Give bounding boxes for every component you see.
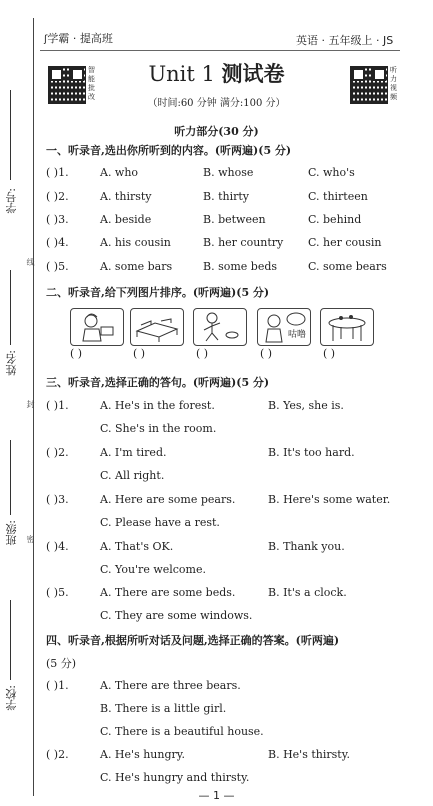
option-c: C. They are some windows. <box>100 609 253 622</box>
option-b: B. He's thirsty. <box>268 748 350 761</box>
option-a: A. He's in the forest. <box>100 399 215 412</box>
option-b: B. between <box>203 213 266 226</box>
brand-text: 学霸 · 提高班 <box>47 32 113 45</box>
picture-order-blank[interactable]: ( ) <box>323 347 336 360</box>
option-c: C. some bears <box>308 260 387 273</box>
class-label: 班级: <box>5 520 18 546</box>
picture-hungry-girl <box>257 308 311 346</box>
answer-blank[interactable]: ( )1. <box>46 166 69 179</box>
title-test: 测试卷 <box>221 61 285 86</box>
listening-heading: 听力部分(30 分) <box>174 125 259 138</box>
option-c: C. He's hungry and thirsty. <box>100 771 250 784</box>
picture-order-blank[interactable]: ( ) <box>70 347 83 360</box>
option-c: C. She's in the room. <box>100 422 217 435</box>
page-title <box>0 58 433 88</box>
option-c: C. her cousin <box>308 236 382 249</box>
answer-blank[interactable]: ( )4. <box>46 540 69 553</box>
option-b: B. Thank you. <box>268 540 345 553</box>
section-3-title: 三、听录音,选择正确的答句。(听两遍)(5 分) <box>46 376 270 389</box>
school-blank-line <box>10 600 11 680</box>
option-c: C. behind <box>308 213 362 226</box>
option-c: C. All right. <box>100 469 165 482</box>
name-blank-line <box>10 270 11 345</box>
answer-blank[interactable]: ( )3. <box>46 493 69 506</box>
picture-boy-running <box>193 308 247 346</box>
class-blank-line <box>10 440 11 515</box>
answer-blank[interactable]: ( )3. <box>46 213 69 226</box>
name-label: 姓名: <box>5 350 18 376</box>
answer-blank[interactable]: ( )5. <box>46 260 69 273</box>
option-b: B. her country <box>203 236 284 249</box>
option-a: A. He's hungry. <box>100 748 186 761</box>
option-b: B. It's too hard. <box>268 446 355 459</box>
answer-blank[interactable]: ( )2. <box>46 190 69 203</box>
qr-left-tag: 智能批改 <box>88 66 95 101</box>
picture-beds <box>130 308 184 346</box>
section-2-title: 二、听录音,给下列图片排序。(听两遍)(5 分) <box>46 286 270 299</box>
option-b: B. thirty <box>203 190 249 203</box>
picture-order-blank[interactable]: ( ) <box>133 347 146 360</box>
school-label: 学校: <box>5 685 18 711</box>
picture-girl-reading <box>70 308 124 346</box>
option-a: A. That's OK. <box>100 540 174 553</box>
option-a: A. There are three bears. <box>100 679 241 692</box>
option-a: A. his cousin <box>100 236 171 249</box>
option-b: B. Yes, she is. <box>268 399 344 412</box>
answer-blank[interactable]: ( )4. <box>46 236 69 249</box>
answer-blank[interactable]: ( )1. <box>46 399 69 412</box>
option-c: C. Please have a rest. <box>100 516 220 529</box>
picture-table <box>320 308 374 346</box>
title-meta: （时间:60 分钟 满分:100 分） <box>147 98 286 109</box>
subject-label: 英语 · 五年级上 · JS <box>296 34 394 47</box>
option-a: A. I'm tired. <box>100 446 167 459</box>
option-c: C. You're welcome. <box>100 563 206 576</box>
picture-order-blank[interactable]: ( ) <box>196 347 209 360</box>
answer-blank[interactable]: ( )1. <box>46 679 69 692</box>
option-a: A. some bars <box>100 260 173 273</box>
answer-blank[interactable]: ( )2. <box>46 748 69 761</box>
option-a: A. who <box>100 166 139 179</box>
speech-bubble-text: 咕噜 <box>288 330 307 340</box>
answer-blank[interactable]: ( )5. <box>46 586 69 599</box>
brand-label <box>44 30 113 46</box>
seal-secret-mark: 密 <box>26 535 35 543</box>
option-a: A. beside <box>100 213 152 226</box>
seal-seal-mark: 封 <box>26 400 35 408</box>
option-b: B. Here's some water. <box>268 493 391 506</box>
picture-order-blank[interactable]: ( ) <box>260 347 273 360</box>
option-b: B. It's a clock. <box>268 586 347 599</box>
section-4-title: 四、听录音,根据所听对话及问题,选择正确的答案。(听两遍) <box>46 634 340 647</box>
section-4-score: (5 分) <box>46 657 77 670</box>
brand-swoosh-icon: ʃ <box>44 34 48 45</box>
option-a: A. Here are some pears. <box>100 493 236 506</box>
title-unit: Unit 1 <box>148 62 215 86</box>
option-b: B. There is a little girl. <box>100 702 227 715</box>
seal-line-mark: 线 <box>26 258 35 266</box>
option-a: A. thirsty <box>100 190 152 203</box>
section-1-title: 一、听录音,选出你所听到的内容。(听两遍)(5 分) <box>46 144 292 157</box>
answer-blank[interactable]: ( )2. <box>46 446 69 459</box>
option-c: C. who's <box>308 166 355 179</box>
header-rule <box>40 50 400 51</box>
qr-right-tag: 听力视频 <box>390 66 397 101</box>
option-b: B. whose <box>203 166 254 179</box>
number-label: 学号: <box>5 188 18 214</box>
option-b: B. some beds <box>203 260 278 273</box>
page-number: — 1 — <box>198 789 235 802</box>
option-c: C. There is a beautiful house. <box>100 725 264 738</box>
option-a: A. There are some beds. <box>100 586 236 599</box>
option-c: C. thirteen <box>308 190 368 203</box>
